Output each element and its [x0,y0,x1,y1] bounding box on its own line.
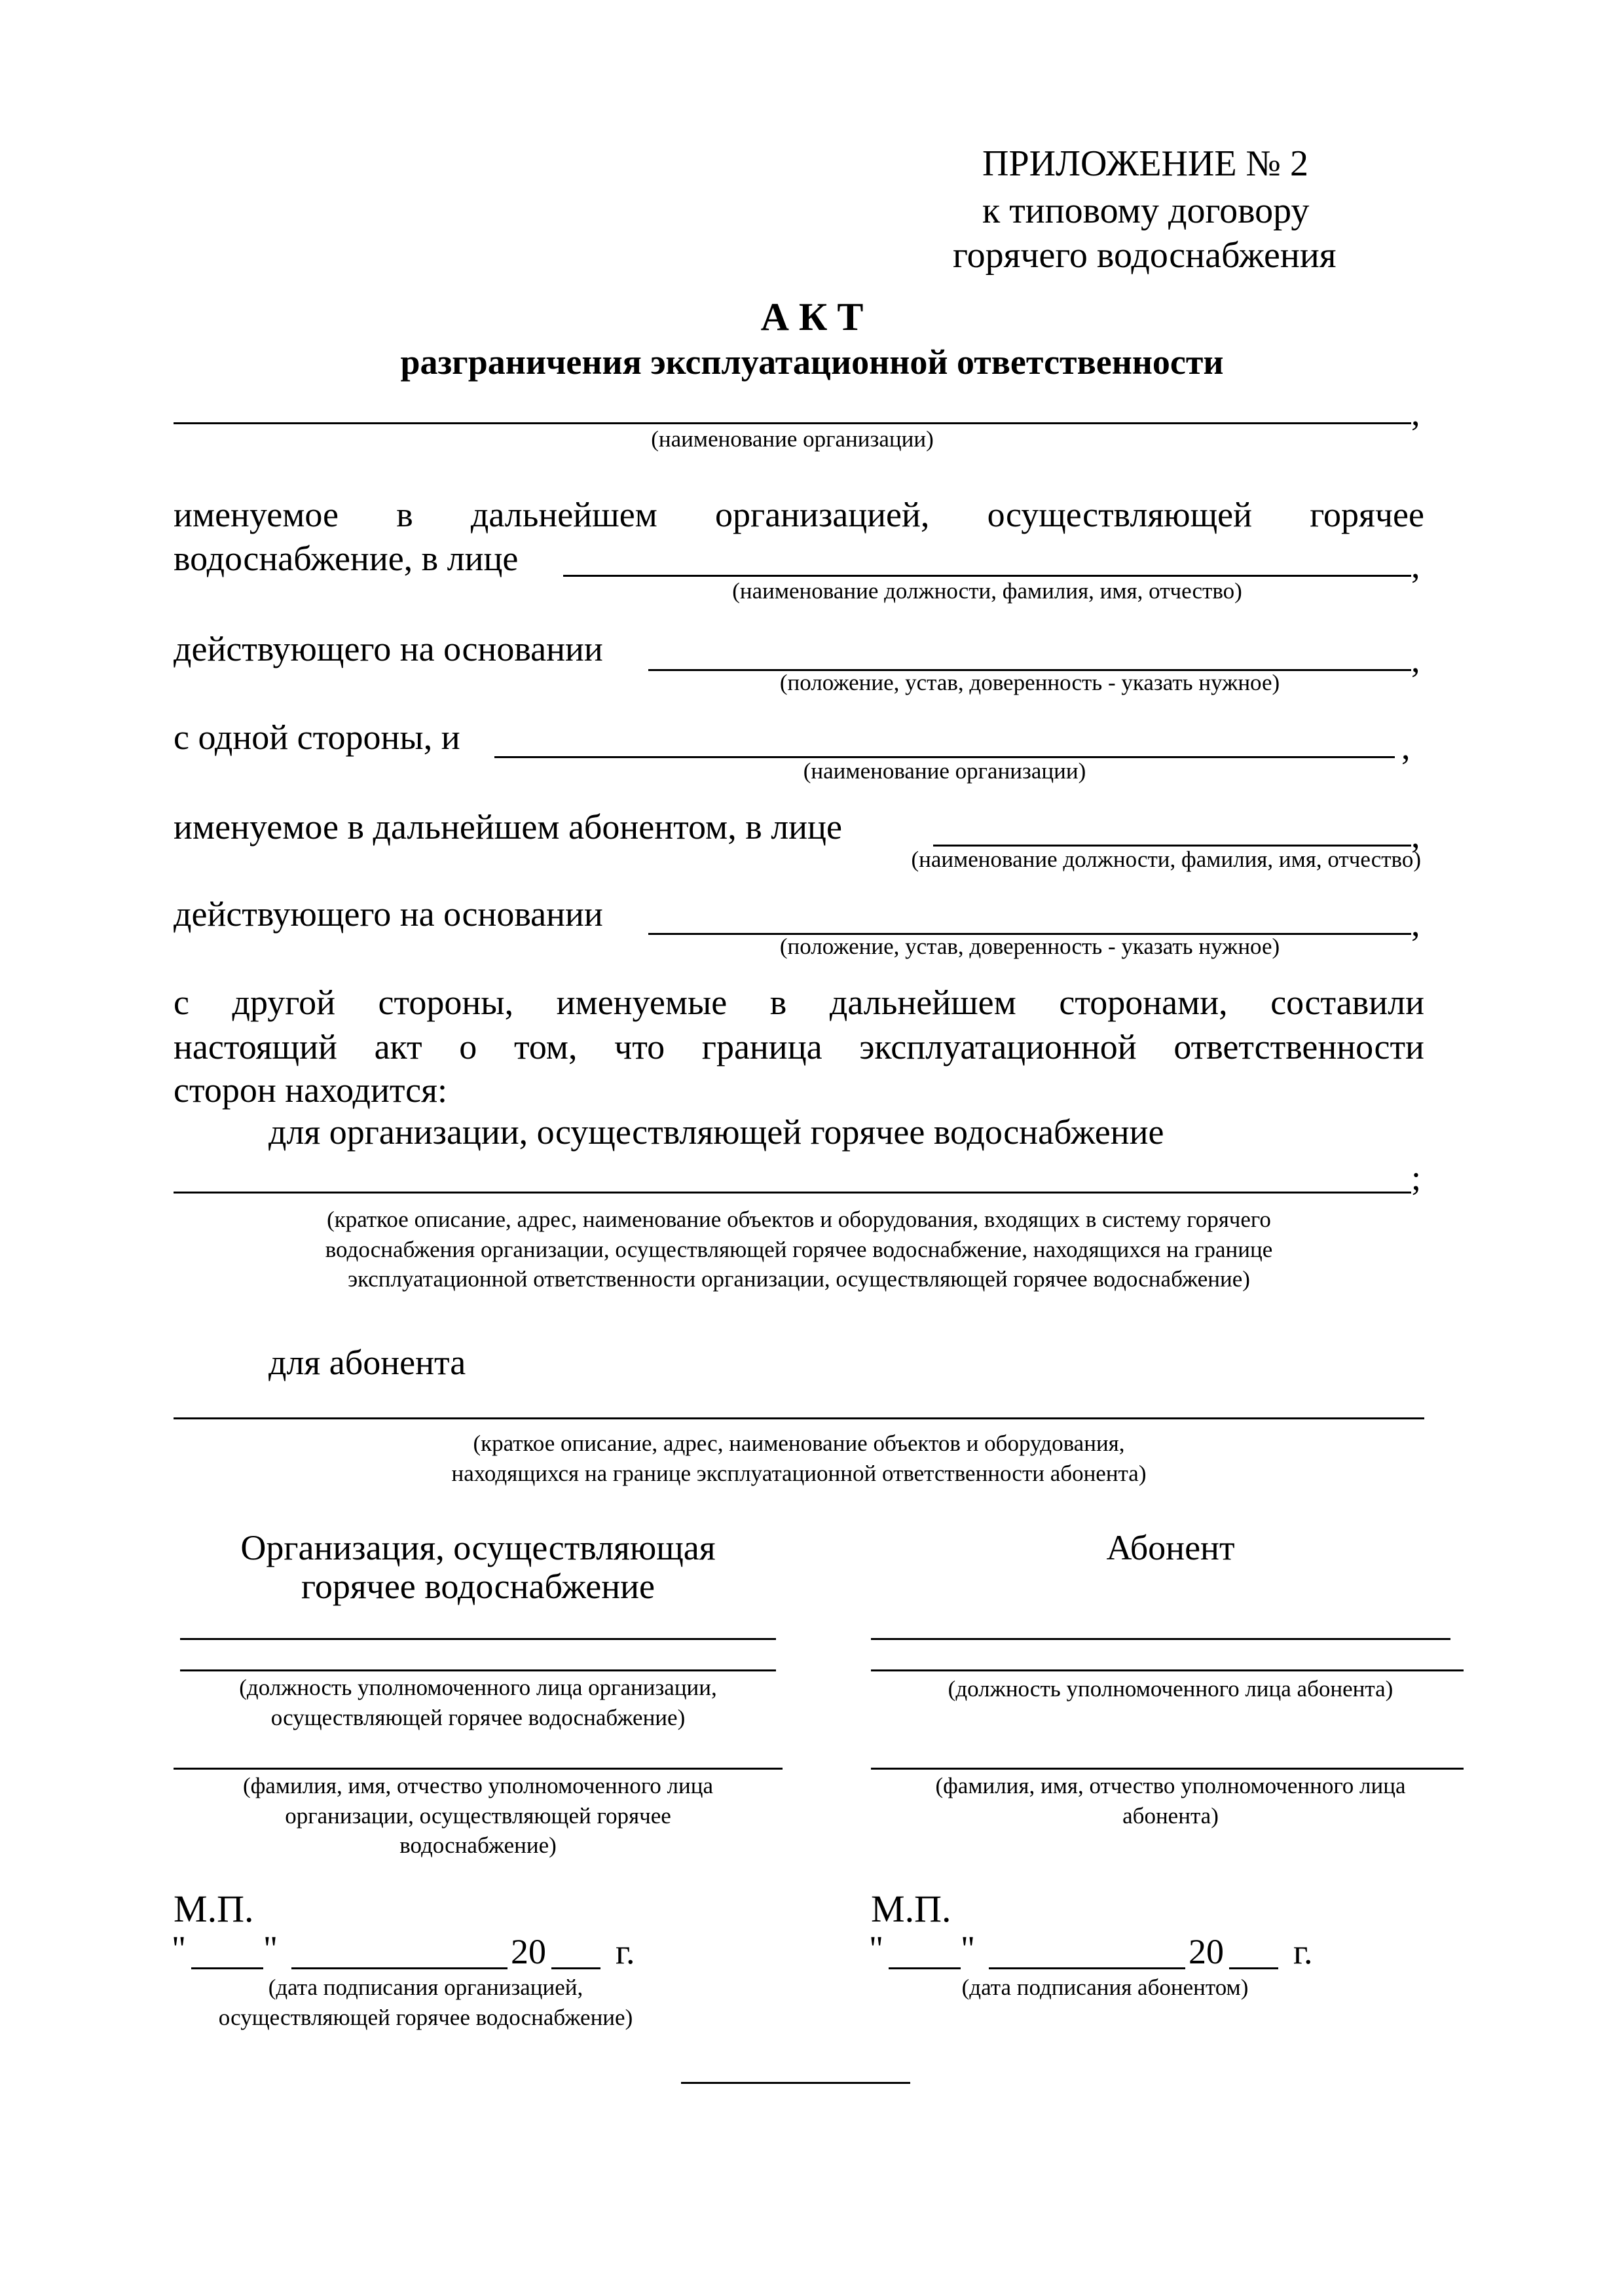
right-signature-heading [864,1529,1477,1567]
word: что [614,1027,665,1066]
body-row-1 [174,982,1424,1023]
org-boundary-caption [174,1205,1424,1294]
left-signature-line[interactable] [180,1638,776,1640]
basis-prefix: действующего на основании [174,629,603,668]
comma: , [1411,816,1420,855]
heading-line: Абонент [1106,1528,1235,1567]
caption-line: (фамилия, имя, отчество уполномоченного лица [242,1773,714,1798]
left-year-line[interactable] [551,1967,600,1969]
word: осуществляющей [987,495,1253,534]
caption-line: находящихся на границе эксплуатационной ответственности абонента) [451,1460,1147,1486]
right-year-line[interactable] [1229,1967,1278,1969]
left-signature-heading [164,1529,792,1607]
word: дальнейшем [829,983,1016,1022]
caption-line: (краткое описание, адрес, наименование объектов и оборудования, [473,1430,1125,1456]
person-prefix: водоснабжение, в лице [174,539,519,578]
right-day-line[interactable] [889,1967,961,1969]
word: сторонами, [1059,983,1228,1022]
word: именуемые [556,983,728,1022]
right-name-line[interactable] [871,1768,1464,1770]
word: в [769,983,787,1022]
caption-line: (краткое описание, адрес, наименование объектов и оборудования, входящих в систему горячего [327,1207,1271,1232]
abonent-prefix: именуемое в дальнейшем абонентом, в лице [174,807,842,847]
word: организацией, [715,495,930,534]
basis2-prefix: действующего на основании [174,894,603,934]
right-date-quote-open: " [869,1929,884,1968]
word: горячее [1310,495,1424,534]
org-name-caption: (наименование организации) [651,426,934,452]
caption-line: осуществляющей горячее водоснабжение) [218,2004,633,2030]
caption-line: водоснабжения организации, осуществляющей горячее водоснабжение, находящихся на границе [325,1236,1273,1262]
intro-row-1 [174,494,1424,535]
left-stamp: М.П. [174,1887,254,1930]
right-name-caption [864,1771,1477,1831]
left-name-line[interactable] [174,1768,783,1770]
appendix-number: ПРИЛОЖЕНИЕ № 2 [982,143,1308,184]
word: дальнейшем [470,495,657,534]
caption-line: эксплуатационной ответственности организации, осуществляющей горячее водоснабжение) [348,1266,1250,1292]
basis-caption: (положение, устав, доверенность - указать нужное) [779,670,1280,695]
word: ответственности [1173,1027,1424,1066]
word: другой [232,983,335,1022]
left-year-prefix: 20 [511,1932,546,1971]
org2-caption: (наименование организации) [803,758,1086,784]
heading-line: Организация, осуществляющая [240,1528,716,1567]
comma: , [1411,640,1420,680]
right-month-line[interactable] [989,1967,1185,1969]
heading-line: горячее водоснабжение [301,1567,655,1607]
caption-line: (должность уполномоченного лица абонента) [948,1676,1393,1702]
right-position-caption [864,1674,1477,1704]
word: о [459,1027,477,1066]
side-prefix: с одной стороны, и [174,718,460,757]
caption-line: организации, осуществляющей горячее [285,1802,671,1829]
body-row-2 [174,1027,1424,1067]
word: в [396,495,413,534]
right-year-prefix: 20 [1189,1932,1224,1971]
right-date-quote-close: " [961,1929,976,1968]
word: стороны, [378,983,514,1022]
right-stamp: М.П. [871,1887,951,1930]
body-row-3: сторон находится: [174,1070,447,1110]
right-signature-line[interactable] [871,1638,1450,1640]
abonent-boundary-caption [174,1429,1424,1488]
right-year-suffix: г. [1293,1932,1313,1971]
left-year-suffix: г. [616,1932,635,1971]
left-day-line[interactable] [191,1967,263,1969]
left-position-line[interactable] [180,1669,776,1671]
word: граница [701,1027,822,1066]
comma: , [1411,393,1420,433]
appendix-line-contract: к типовому договору [982,191,1310,231]
person-caption: (наименование должности, фамилия, имя, отчество) [732,578,1242,604]
word: том, [513,1027,578,1066]
act-title: А К Т [760,295,864,338]
left-name-caption [164,1771,792,1861]
right-date-caption [864,1973,1346,2003]
word: с [174,983,189,1022]
org-boundary-line[interactable] [174,1192,1411,1194]
semicolon: ; [1411,1158,1422,1197]
end-rule [681,2082,910,2084]
comma: , [1411,904,1420,943]
abonent-boundary-line[interactable] [174,1417,1424,1419]
caption-line: (должность уполномоченного лица организации, [239,1675,717,1700]
comma: , [1411,546,1420,585]
caption-line: (дата подписания абонентом) [961,1975,1249,2000]
word: настоящий [174,1027,337,1066]
left-date-quote-open: " [172,1929,187,1968]
appendix-line-water: горячего водоснабжения [953,235,1337,276]
left-date-caption [164,1973,688,2032]
caption-line: абонента) [1122,1802,1219,1829]
caption-line: осуществляющей горячее водоснабжение) [270,1704,686,1730]
abonent-boundary-heading: для абонента [268,1343,466,1382]
basis2-caption: (положение, устав, доверенность - указать нужное) [779,934,1280,959]
act-subtitle: разграничения эксплуатационной ответственности [400,342,1224,382]
org-boundary-heading: для организации, осуществляющей горячее водоснабжение [268,1112,1164,1152]
word: эксплуатационной [859,1027,1137,1066]
right-position-line[interactable] [871,1669,1464,1671]
left-position-caption [164,1673,792,1732]
caption-line: (дата подписания организацией, [268,1975,583,2000]
left-month-line[interactable] [291,1967,507,1969]
abonent-person-caption: (наименование должности, фамилия, имя, отчество) [911,847,1421,872]
word: именуемое [174,495,339,534]
word: акт [374,1027,422,1066]
caption-line: водоснабжение) [399,1832,557,1858]
caption-line: (фамилия, имя, отчество уполномоченного лица [935,1773,1406,1798]
comma: , [1401,727,1411,767]
left-date-quote-close: " [263,1929,278,1968]
word: составили [1270,983,1424,1022]
